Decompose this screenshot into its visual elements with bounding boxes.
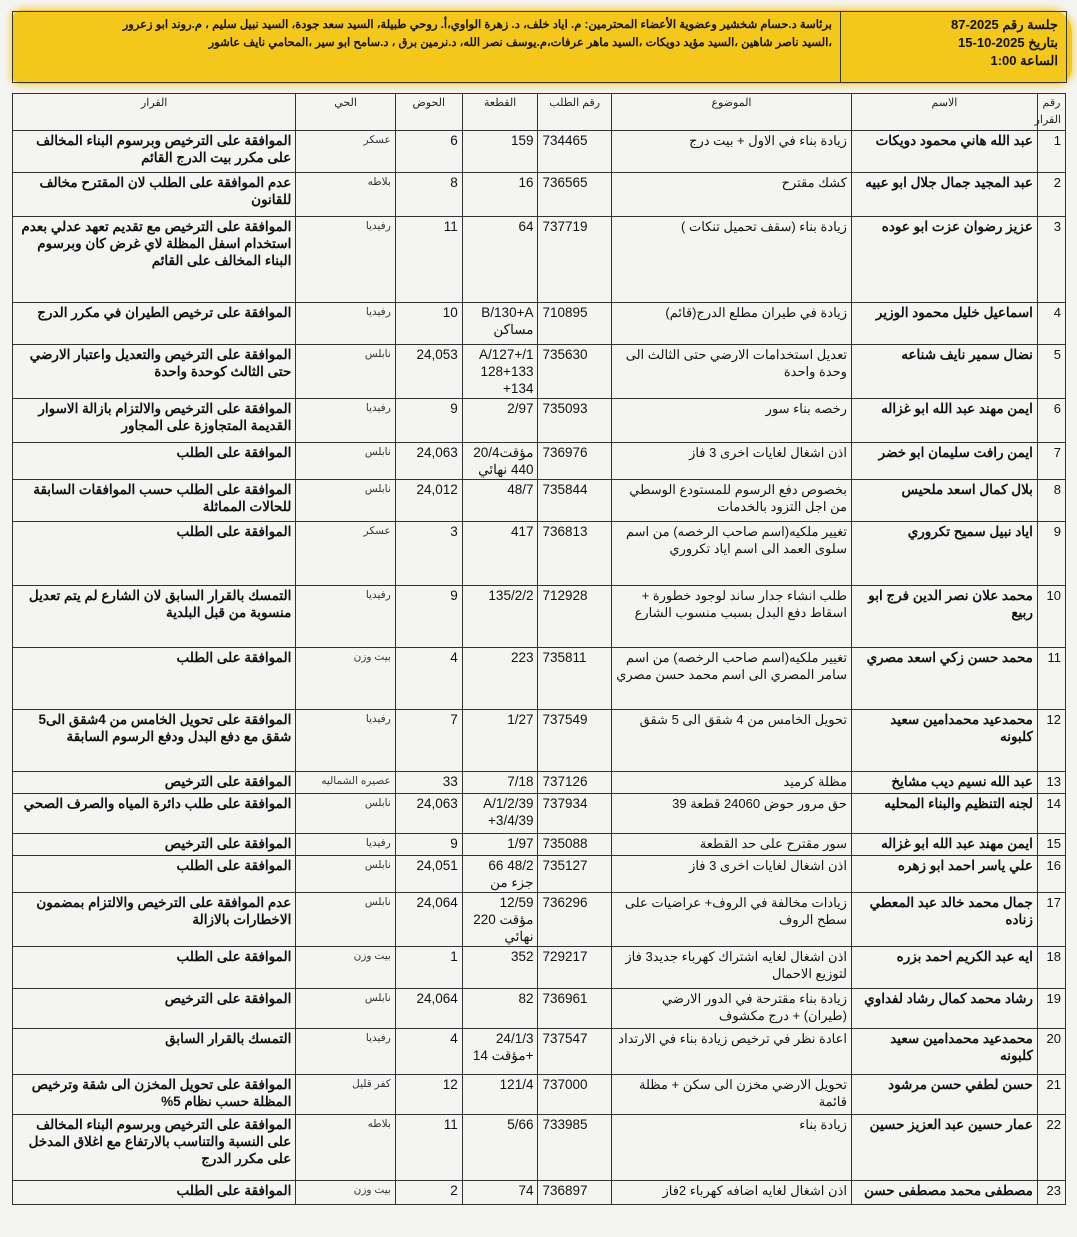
basin-number-cell: 24,063 xyxy=(395,443,462,480)
request-subject-cell: تحويل الخامس من 4 شقق الى 5 شقق xyxy=(611,710,851,772)
request-number-cell: 737549 xyxy=(538,710,612,772)
members-line-2: ،السيد ناصر شاهين ،السيد مؤيد دويكات ،السيد ماهر عرفات،م.يوسف نصر الله، د.نرمين برق ، د.سامح ابو سير ،المحامي نايف عاشور xyxy=(208,37,832,49)
plot-number-cell: 7/18 xyxy=(462,772,538,794)
applicant-name-cell: علي ياسر احمد ابو زهره xyxy=(851,856,1037,893)
basin-number-cell: 24,063 xyxy=(395,794,462,834)
neighborhood-cell: بيت وزن xyxy=(296,648,395,710)
table-row xyxy=(13,480,1066,522)
request-number-cell: 735844 xyxy=(538,480,612,522)
request-subject-cell: اذن اشغال لغايات اخرى 3 فاز xyxy=(611,443,851,480)
plot-number-cell: 159 xyxy=(462,131,538,173)
basin-number-cell: 9 xyxy=(395,834,462,856)
col-header-name: الاسم xyxy=(851,94,1037,131)
col-header-plot: القطعة xyxy=(462,94,538,131)
table-row xyxy=(13,586,1066,648)
committee-decision-cell: الموافقة على الترخيص xyxy=(13,834,296,856)
col-header-subject: الموضوع xyxy=(611,94,851,131)
table-row xyxy=(13,1115,1066,1181)
request-number-cell: 735811 xyxy=(538,648,612,710)
plot-number-cell: 66 48/2 جزء من xyxy=(462,856,538,893)
decision-number-cell: 20 xyxy=(1037,1029,1065,1075)
request-number-cell: 735630 xyxy=(538,345,612,399)
request-subject-cell: تغيير ملكيه(اسم صاحب الرخصه) من اسم سلوى العمد الى اسم اياد تكروري xyxy=(611,522,851,586)
request-subject-cell: تحويل الارضي مخزن الى سكن + مظلة قائمة xyxy=(611,1075,851,1115)
committee-decision-cell: الموافقة على الترخيص مع تقديم تعهد عدلي بعدم استخدام اسفل المظلة لاي غرض كان وبرسوم البناء المخالف على القائم xyxy=(13,217,296,303)
table-row xyxy=(13,1075,1066,1115)
request-number-cell: 736897 xyxy=(538,1181,612,1205)
applicant-name-cell: ايمن مهند عبد الله ابو غزاله xyxy=(851,834,1037,856)
request-number-cell: 735127 xyxy=(538,856,612,893)
basin-number-cell: 24,053 xyxy=(395,345,462,399)
decision-number-cell: 12 xyxy=(1037,710,1065,772)
table-row xyxy=(13,648,1066,710)
applicant-name-cell: محمدعيد محمدامين سعيد كلبونه xyxy=(851,710,1037,772)
applicant-name-cell: مصطفى محمد مصطفى حسن xyxy=(851,1181,1037,1205)
request-number-cell: 736976 xyxy=(538,443,612,480)
session-date: بتاريخ 2025-10-15 xyxy=(958,35,1058,50)
decision-number-cell: 4 xyxy=(1037,303,1065,345)
request-number-cell: 737000 xyxy=(538,1075,612,1115)
basin-number-cell: 2 xyxy=(395,1181,462,1205)
basin-number-cell: 9 xyxy=(395,399,462,443)
plot-number-cell: 2/97 xyxy=(462,399,538,443)
neighborhood-cell: كفر قليل xyxy=(296,1075,395,1115)
committee-decision-cell: الموافقة على ترخيص الطيران في مكرر الدرج xyxy=(13,303,296,345)
table-row xyxy=(13,794,1066,834)
neighborhood-cell: نابلس xyxy=(296,345,395,399)
table-row xyxy=(13,1029,1066,1075)
committee-decision-cell: الموافقة على الطلب xyxy=(13,856,296,893)
request-subject-cell: اذن اشغال لغايات اخرى 3 فاز xyxy=(611,856,851,893)
decision-number-cell: 13 xyxy=(1037,772,1065,794)
plot-number-cell: 74 xyxy=(462,1181,538,1205)
applicant-name-cell: محمد علان نصر الدين فرج ابو ربيع xyxy=(851,586,1037,648)
neighborhood-cell: بلاطه xyxy=(296,1115,395,1181)
decision-number-cell: 1 xyxy=(1037,131,1065,173)
committee-decision-cell: الموافقة على تحويل الخامس من 4شقق الى5 شقق مع دفع البدل ودفع الرسوم السابقة xyxy=(13,710,296,772)
basin-number-cell: 11 xyxy=(395,217,462,303)
table-row xyxy=(13,710,1066,772)
basin-number-cell: 11 xyxy=(395,1115,462,1181)
request-subject-cell: رخصه بناء سور xyxy=(611,399,851,443)
plot-number-cell: 1/27 xyxy=(462,710,538,772)
members-line-1: برئاسة د.حسام شخشير وعضوية الأعضاء المحترمين: م. اياد خلف، د. زهرة الواوي،أ. روحي طبيلة، السيد سعد جودة، السيد نبيل سليم ، م.روند ابو زعرور xyxy=(122,19,832,31)
applicant-name-cell: عبد المجيد جمال جلال ابو عبيه xyxy=(851,173,1037,217)
applicant-name-cell: عمار حسين عبد العزيز حسين xyxy=(851,1115,1037,1181)
table-row xyxy=(13,217,1066,303)
request-number-cell: 736813 xyxy=(538,522,612,586)
committee-decision-cell: عدم الموافقة على الطلب لان المقترح مخالف للقانون xyxy=(13,173,296,217)
committee-decision-cell: الموافقة على طلب دائرة المياه والصرف الصحي xyxy=(13,794,296,834)
applicant-name-cell: عبد الله هاني محمود دويكات xyxy=(851,131,1037,173)
request-number-cell: 737126 xyxy=(538,772,612,794)
neighborhood-cell: بلاطه xyxy=(296,173,395,217)
decision-number-cell: 6 xyxy=(1037,399,1065,443)
applicant-name-cell: رشاد محمد كمال رشاد لفداوي xyxy=(851,989,1037,1029)
applicant-name-cell: محمدعيد محمدامين سعيد كلبونه xyxy=(851,1029,1037,1075)
table-row xyxy=(13,772,1066,794)
neighborhood-cell: عصيره الشماليه xyxy=(296,772,395,794)
applicant-name-cell: اياد نبيل سميح تكروري xyxy=(851,522,1037,586)
col-header-decision: القرار xyxy=(13,94,296,131)
request-subject-cell: زيادة بناء xyxy=(611,1115,851,1181)
basin-number-cell: 33 xyxy=(395,772,462,794)
applicant-name-cell: نضال سمير نايف شناعه xyxy=(851,345,1037,399)
table-row xyxy=(13,303,1066,345)
committee-decision-cell: الموافقة على الترخيص والتعديل واعتبار الارضي حتى الثالث كوحدة واحدة xyxy=(13,345,296,399)
basin-number-cell: 24,064 xyxy=(395,989,462,1029)
decisions-table xyxy=(12,93,1066,1205)
request-number-cell: 734465 xyxy=(538,131,612,173)
applicant-name-cell: ايمن رافت سليمان ابو خضر xyxy=(851,443,1037,480)
neighborhood-cell: رفيديا xyxy=(296,217,395,303)
request-number-cell: 736296 xyxy=(538,893,612,947)
neighborhood-cell: عسكر xyxy=(296,522,395,586)
basin-number-cell: 3 xyxy=(395,522,462,586)
decision-number-cell: 22 xyxy=(1037,1115,1065,1181)
basin-number-cell: 9 xyxy=(395,586,462,648)
neighborhood-cell: بيت وزن xyxy=(296,1181,395,1205)
neighborhood-cell: رفيديا xyxy=(296,303,395,345)
request-subject-cell: زيادة بناء (سقف تحميل تنكات ) xyxy=(611,217,851,303)
applicant-name-cell: ايمن مهند عبد الله ابو غزاله xyxy=(851,399,1037,443)
plot-number-cell: 82 xyxy=(462,989,538,1029)
committee-decision-cell: الموافقة على الطلب xyxy=(13,522,296,586)
request-subject-cell: زيادة في طيران مطلع الدرج(قائم) xyxy=(611,303,851,345)
decision-number-cell: 9 xyxy=(1037,522,1065,586)
committee-members xyxy=(13,12,840,82)
request-subject-cell: حق مرور حوض 24060 قطعة 39 xyxy=(611,794,851,834)
neighborhood-cell: نابلس xyxy=(296,443,395,480)
request-subject-cell: كشك مقترح xyxy=(611,173,851,217)
applicant-name-cell: محمد حسن زكي اسعد مصري xyxy=(851,648,1037,710)
plot-number-cell: 223 xyxy=(462,648,538,710)
request-subject-cell: زيادة بناء مقترحة في الدور الارضي (طيران) + درج مكشوف xyxy=(611,989,851,1029)
committee-decision-cell: الموافقة على الطلب xyxy=(13,443,296,480)
basin-number-cell: 4 xyxy=(395,648,462,710)
neighborhood-cell: نابلس xyxy=(296,893,395,947)
neighborhood-cell: رفيديا xyxy=(296,1029,395,1075)
request-subject-cell: اذن اشغال لغايه اضافه كهرباء 2فاز xyxy=(611,1181,851,1205)
col-header-neighborhood: الحي xyxy=(296,94,395,131)
session-number: جلسة رقم 2025-87 xyxy=(950,17,1058,32)
applicant-name-cell: عزيز رضوان عزت ابو عوده xyxy=(851,217,1037,303)
plot-number-cell: 48/7 xyxy=(462,480,538,522)
applicant-name-cell: حسن لطفي حسن مرشود xyxy=(851,1075,1037,1115)
request-subject-cell: زيادات مخالفة في الروف+ عراضيات على سطح الروف xyxy=(611,893,851,947)
request-number-cell: 736565 xyxy=(538,173,612,217)
plot-number-cell: 417 xyxy=(462,522,538,586)
table-row xyxy=(13,856,1066,893)
plot-number-cell: 20/4مؤقت 440 نهائي xyxy=(462,443,538,480)
neighborhood-cell: نابلس xyxy=(296,794,395,834)
table-row xyxy=(13,1181,1066,1205)
table-row xyxy=(13,989,1066,1029)
decision-number-cell: 16 xyxy=(1037,856,1065,893)
table-row xyxy=(13,947,1066,989)
basin-number-cell: 6 xyxy=(395,131,462,173)
plot-number-cell: 1/97 xyxy=(462,834,538,856)
decision-number-cell: 19 xyxy=(1037,989,1065,1029)
table-row xyxy=(13,893,1066,947)
table-row xyxy=(13,443,1066,480)
committee-decision-cell: الموافقة على الترخيص والالتزام بازالة الاسوار القديمة المتجاوزة على المجاور xyxy=(13,399,296,443)
plot-number-cell: 5/66 xyxy=(462,1115,538,1181)
committee-decision-cell: الموافقة على تحويل المخزن الى شقة وترخيص المظلة حسب نظام 5% xyxy=(13,1075,296,1115)
neighborhood-cell: عسكر xyxy=(296,131,395,173)
neighborhood-cell: نابلس xyxy=(296,856,395,893)
request-number-cell: 733985 xyxy=(538,1115,612,1181)
request-subject-cell: طلب انشاء جدار ساند لوجود خطورة + اسقاط دفع البدل بسبب منسوب الشارع xyxy=(611,586,851,648)
committee-decision-cell: الموافقة على الترخيص وبرسوم البناء المخالف على مكرر بيت الدرج القائم xyxy=(13,131,296,173)
request-subject-cell: بخصوص دفع الرسوم للمستودع الوسطي من اجل التزود بالخدمات xyxy=(611,480,851,522)
plot-number-cell: 24/1/3 مؤقت 14+ xyxy=(462,1029,538,1075)
request-subject-cell: مظلة كرميد xyxy=(611,772,851,794)
plot-number-cell: 352 xyxy=(462,947,538,989)
col-header-request-no: رقم الطلب xyxy=(538,94,612,131)
applicant-name-cell: عبد الله نسيم ديب مشايخ xyxy=(851,772,1037,794)
basin-number-cell: 24,064 xyxy=(395,893,462,947)
applicant-name-cell: جمال محمد خالد عبد المعطي زناده xyxy=(851,893,1037,947)
request-number-cell: 737547 xyxy=(538,1029,612,1075)
decision-number-cell: 14 xyxy=(1037,794,1065,834)
plot-number-cell: 16 xyxy=(462,173,538,217)
table-row xyxy=(13,522,1066,586)
request-subject-cell: زيادة بناء في الاول + بيت درج xyxy=(611,131,851,173)
basin-number-cell: 1 xyxy=(395,947,462,989)
session-time: الساعة 1:00 xyxy=(990,53,1058,68)
neighborhood-cell: رفيديا xyxy=(296,834,395,856)
basin-number-cell: 7 xyxy=(395,710,462,772)
neighborhood-cell: رفيديا xyxy=(296,586,395,648)
committee-decision-cell: الموافقة على الطلب xyxy=(13,947,296,989)
basin-number-cell: 10 xyxy=(395,303,462,345)
table-header-row xyxy=(13,94,1066,131)
committee-decision-cell: الموافقة على الترخيص xyxy=(13,772,296,794)
committee-decision-cell: الموافقة على الطلب xyxy=(13,648,296,710)
plot-number-cell: 121/4 xyxy=(462,1075,538,1115)
decision-number-cell: 11 xyxy=(1037,648,1065,710)
neighborhood-cell: نابلس xyxy=(296,480,395,522)
decision-number-cell: 18 xyxy=(1037,947,1065,989)
decision-number-cell: 3 xyxy=(1037,217,1065,303)
decision-number-cell: 5 xyxy=(1037,345,1065,399)
col-header-num: رقم القرار xyxy=(1037,94,1065,131)
plot-number-cell: 12/59 مؤقت 220 نهائي xyxy=(462,893,538,947)
table-row xyxy=(13,834,1066,856)
plot-number-cell: 64 xyxy=(462,217,538,303)
committee-decision-cell: الموافقة على الطلب حسب الموافقات السابقة للحالات المماثلة xyxy=(13,480,296,522)
plot-number-cell: A/127+/1 128+133 +134 xyxy=(462,345,538,399)
request-number-cell: 735088 xyxy=(538,834,612,856)
plot-number-cell: B/130+A مساكن xyxy=(462,303,538,345)
basin-number-cell: 8 xyxy=(395,173,462,217)
applicant-name-cell: لجنه التنظيم والبناء المحليه xyxy=(851,794,1037,834)
committee-decision-cell: الموافقة على الطلب xyxy=(13,1181,296,1205)
table-row xyxy=(13,173,1066,217)
basin-number-cell: 4 xyxy=(395,1029,462,1075)
table-row xyxy=(13,399,1066,443)
neighborhood-cell: رفيديا xyxy=(296,710,395,772)
decision-number-cell: 21 xyxy=(1037,1075,1065,1115)
decision-number-cell: 8 xyxy=(1037,480,1065,522)
request-number-cell: 712928 xyxy=(538,586,612,648)
request-number-cell: 710895 xyxy=(538,303,612,345)
neighborhood-cell: رفيديا xyxy=(296,399,395,443)
request-subject-cell: اذن اشغال لغايه اشتراك كهرباء جديد3 فاز لتوزيع الاحمال xyxy=(611,947,851,989)
decision-number-cell: 17 xyxy=(1037,893,1065,947)
col-header-basin: الحوض xyxy=(395,94,462,131)
decision-number-cell: 2 xyxy=(1037,173,1065,217)
committee-decision-cell: التمسك بالقرار السابق لان الشارع لم يتم تعديل منسوبة من قبل البلدية xyxy=(13,586,296,648)
committee-decision-cell: الموافقة على الترخيص وبرسوم البناء المخالف على النسبة والتناسب بالارتفاع مع اغلاق المدخل على مكرر الدرج xyxy=(13,1115,296,1181)
session-header xyxy=(12,11,1067,83)
basin-number-cell: 24,051 xyxy=(395,856,462,893)
plot-number-cell: A/1/2/39 +3/4/39 xyxy=(462,794,538,834)
plot-number-cell: 135/2/2 xyxy=(462,586,538,648)
request-subject-cell: سور مقترح على حد القطعة xyxy=(611,834,851,856)
committee-decision-cell: عدم الموافقة على الترخيص والالتزام بمضمون الاخطارات بالازالة xyxy=(13,893,296,947)
request-subject-cell: تغيير ملكيه(اسم صاحب الرخصه) من اسم سامر المصري الى اسم محمد حسن مصري xyxy=(611,648,851,710)
request-subject-cell: تعديل استخدامات الارضي حتى الثالث الى وحدة واحدة xyxy=(611,345,851,399)
committee-decision-cell: الموافقة على الترخيص xyxy=(13,989,296,1029)
decision-number-cell: 23 xyxy=(1037,1181,1065,1205)
committee-decision-cell: التمسك بالقرار السابق xyxy=(13,1029,296,1075)
request-number-cell: 735093 xyxy=(538,399,612,443)
request-number-cell: 737719 xyxy=(538,217,612,303)
applicant-name-cell: بلال كمال اسعد ملحيس xyxy=(851,480,1037,522)
decision-number-cell: 7 xyxy=(1037,443,1065,480)
request-number-cell: 729217 xyxy=(538,947,612,989)
applicant-name-cell: اسماعيل خليل محمود الوزير xyxy=(851,303,1037,345)
request-subject-cell: اعادة نظر في ترخيص زيادة بناء في الارتداد xyxy=(611,1029,851,1075)
neighborhood-cell: نابلس xyxy=(296,989,395,1029)
basin-number-cell: 24,012 xyxy=(395,480,462,522)
decision-number-cell: 10 xyxy=(1037,586,1065,648)
table-row xyxy=(13,345,1066,399)
applicant-name-cell: ايه عبد الكريم احمد بزره xyxy=(851,947,1037,989)
decision-number-cell: 15 xyxy=(1037,834,1065,856)
session-info xyxy=(840,12,1066,82)
table-row xyxy=(13,131,1066,173)
request-number-cell: 736961 xyxy=(538,989,612,1029)
request-number-cell: 737934 xyxy=(538,794,612,834)
basin-number-cell: 12 xyxy=(395,1075,462,1115)
neighborhood-cell: بيت وزن xyxy=(296,947,395,989)
